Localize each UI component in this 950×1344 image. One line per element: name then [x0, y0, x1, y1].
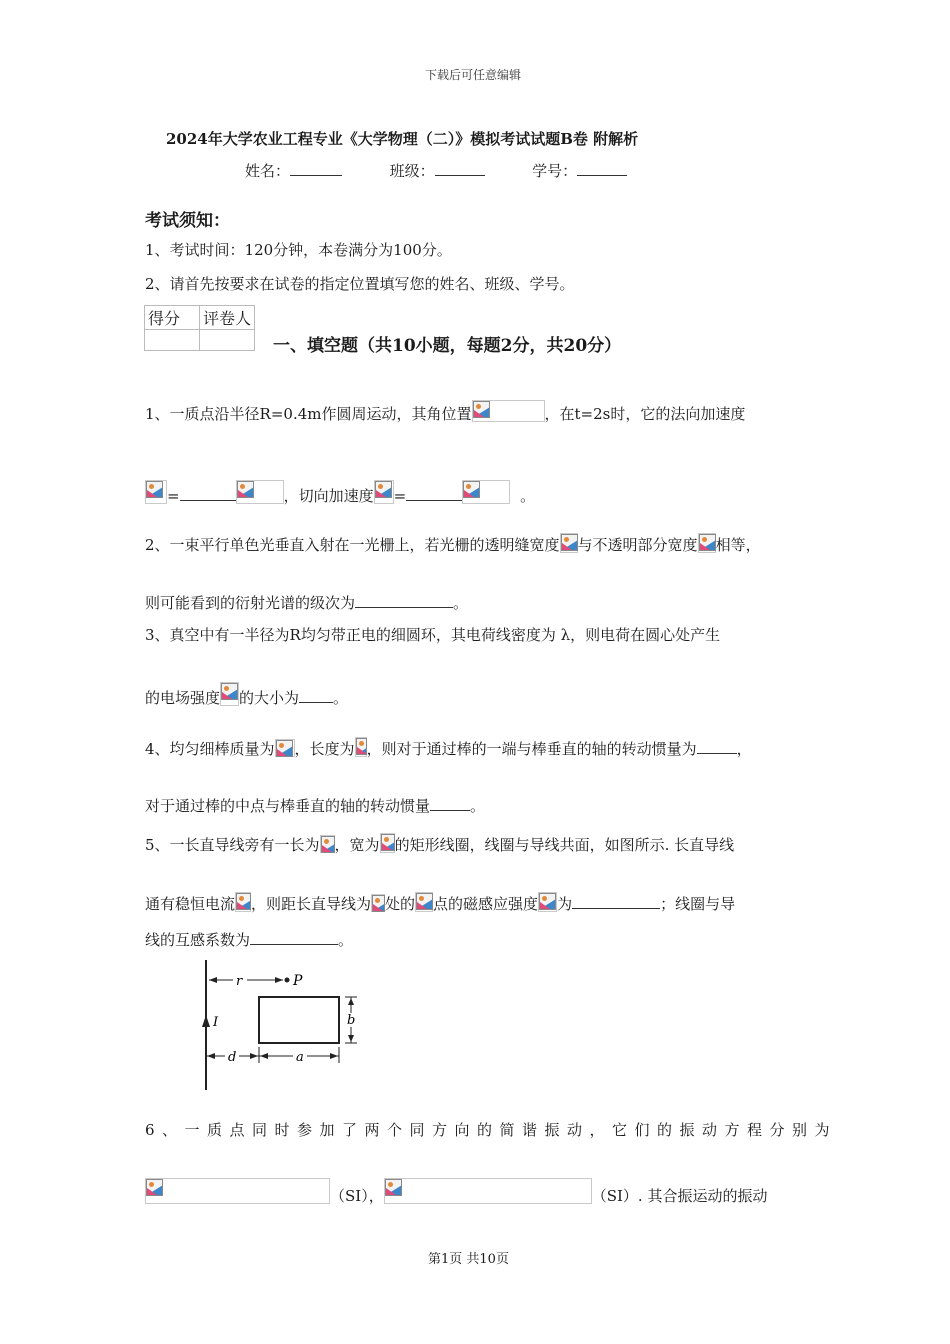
instruction-item: 1、考试时间：120分钟，本卷满分为100分。: [145, 241, 452, 259]
header-note: 下载后可任意编辑: [425, 68, 522, 82]
wire-loop-figure: [195, 955, 375, 1095]
score-cell[interactable]: [145, 330, 200, 351]
question-3-line-1: 3、真空中有一半径为R均匀带正电的细圆环，其电荷线密度为 λ，则电荷在圆心处产生: [145, 626, 721, 644]
question-1-line-1: 1、一质点沿半径R=0.4m作圆周运动，其角位置 ，在t=2s时，它的法向加速度: [145, 400, 745, 424]
formula-image-icon: [320, 835, 335, 853]
score-table: [144, 305, 255, 351]
formula-image-icon: [374, 480, 394, 504]
name-blank[interactable]: [290, 160, 342, 176]
a-arrow-right-icon: [330, 1053, 338, 1059]
formula-image-icon: [145, 480, 167, 504]
formula-image-icon: [698, 533, 716, 553]
question-6-line-1: 6、一质点同时参加了两个同方向的简谐振动，它们的振动方程分别为: [145, 1121, 838, 1139]
question-5-line-3: 线的互感系数为 。: [145, 931, 354, 949]
id-label: 学号：: [532, 162, 578, 180]
grader-header: 评卷人: [200, 306, 255, 330]
d-arrow-right-icon: [250, 1053, 258, 1059]
question-5-line-1: 5、一长直导线旁有一长为 ，宽为 的矩形线圈，线圈与导线共面，如图所示. 长直导线: [145, 833, 734, 855]
answer-blank[interactable]: [697, 738, 737, 754]
formula-image-icon: [462, 480, 510, 504]
a-arrow-left-icon: [260, 1053, 268, 1059]
b-arrow-top-icon: [348, 998, 354, 1005]
d-label: d: [228, 1050, 237, 1065]
r-label: r: [236, 974, 243, 989]
formula-image-icon: [560, 533, 578, 553]
student-info-fields: [245, 160, 627, 181]
instructions-heading: 考试须知：: [145, 211, 230, 231]
b-label: b: [347, 1013, 356, 1028]
grader-cell[interactable]: [200, 330, 255, 351]
formula-image-icon: [538, 892, 557, 912]
a-label: a: [296, 1050, 304, 1065]
answer-blank[interactable]: [355, 592, 453, 608]
page-title: 2024年大学农业工程专业《大学物理（二）》模拟考试试题B卷 附解析: [166, 130, 639, 148]
answer-blank[interactable]: [299, 687, 333, 703]
point-p-dot: [285, 978, 290, 983]
answer-blank[interactable]: [572, 893, 660, 909]
formula-image-icon: [235, 892, 251, 912]
question-4-line-1: 4、均匀细棒质量为 ，长度为 ，则对于通过棒的一端与棒垂直的轴的转动惯量为 ，: [145, 737, 752, 759]
section-title: 一、填空题（共10小题，每题2分，共20分）: [273, 336, 622, 356]
current-arrow-icon: [202, 1015, 210, 1027]
answer-blank[interactable]: [406, 485, 462, 501]
page-number: 第1页 共10页: [428, 1252, 509, 1267]
formula-image-icon: [220, 682, 239, 706]
answer-blank[interactable]: [180, 485, 236, 501]
score-header: 得分: [145, 306, 200, 330]
answer-blank[interactable]: [430, 795, 470, 811]
formula-image-icon: [355, 737, 367, 757]
formula-image-icon: [275, 739, 295, 757]
d-arrow-left-icon: [207, 1053, 215, 1059]
rect-loop: [259, 997, 339, 1043]
question-2-line-2: 则可能看到的衍射光谱的级次为 。: [145, 594, 469, 612]
r-arrow-left-icon: [209, 977, 217, 983]
r-arrow-right-icon: [275, 977, 283, 983]
question-4-line-2: 对于通过棒的中点与棒垂直的轴的转动惯量 。: [145, 797, 486, 815]
id-blank[interactable]: [577, 160, 627, 176]
formula-image-icon: [384, 1178, 592, 1204]
question-1-line-2: = ，切向加速度 = 。: [145, 480, 535, 506]
instruction-item: 2、请首先按要求在试卷的指定位置填写您的姓名、班级、学号。: [145, 275, 575, 293]
formula-image-icon: [380, 833, 395, 853]
name-label: 姓名：: [245, 162, 291, 180]
question-3-line-2: 的电场强度 的大小为 。: [145, 682, 348, 708]
class-label: 班级：: [389, 162, 435, 180]
question-5-line-2: 通有稳恒电流 ，则距长直导线为 处的 点的磁感应强度 为 ；线圈与导: [145, 892, 735, 914]
formula-image-icon: [415, 892, 433, 912]
class-blank[interactable]: [435, 160, 485, 176]
formula-image-icon: [145, 1178, 330, 1204]
formula-image-icon: [236, 480, 284, 504]
question-2-line-1: 2、一束平行单色光垂直入射在一光栅上，若光栅的透明缝宽度 与不透明部分宽度 相等，: [145, 533, 761, 555]
point-p-label: P: [293, 973, 303, 989]
current-label: I: [213, 1015, 219, 1030]
answer-blank[interactable]: [250, 929, 338, 945]
formula-image-icon: [371, 894, 385, 912]
b-arrow-bottom-icon: [348, 1035, 354, 1042]
question-6-line-2: （SI）， （SI）. 其合振运动的振动: [145, 1178, 767, 1206]
formula-image-icon: [472, 400, 545, 422]
